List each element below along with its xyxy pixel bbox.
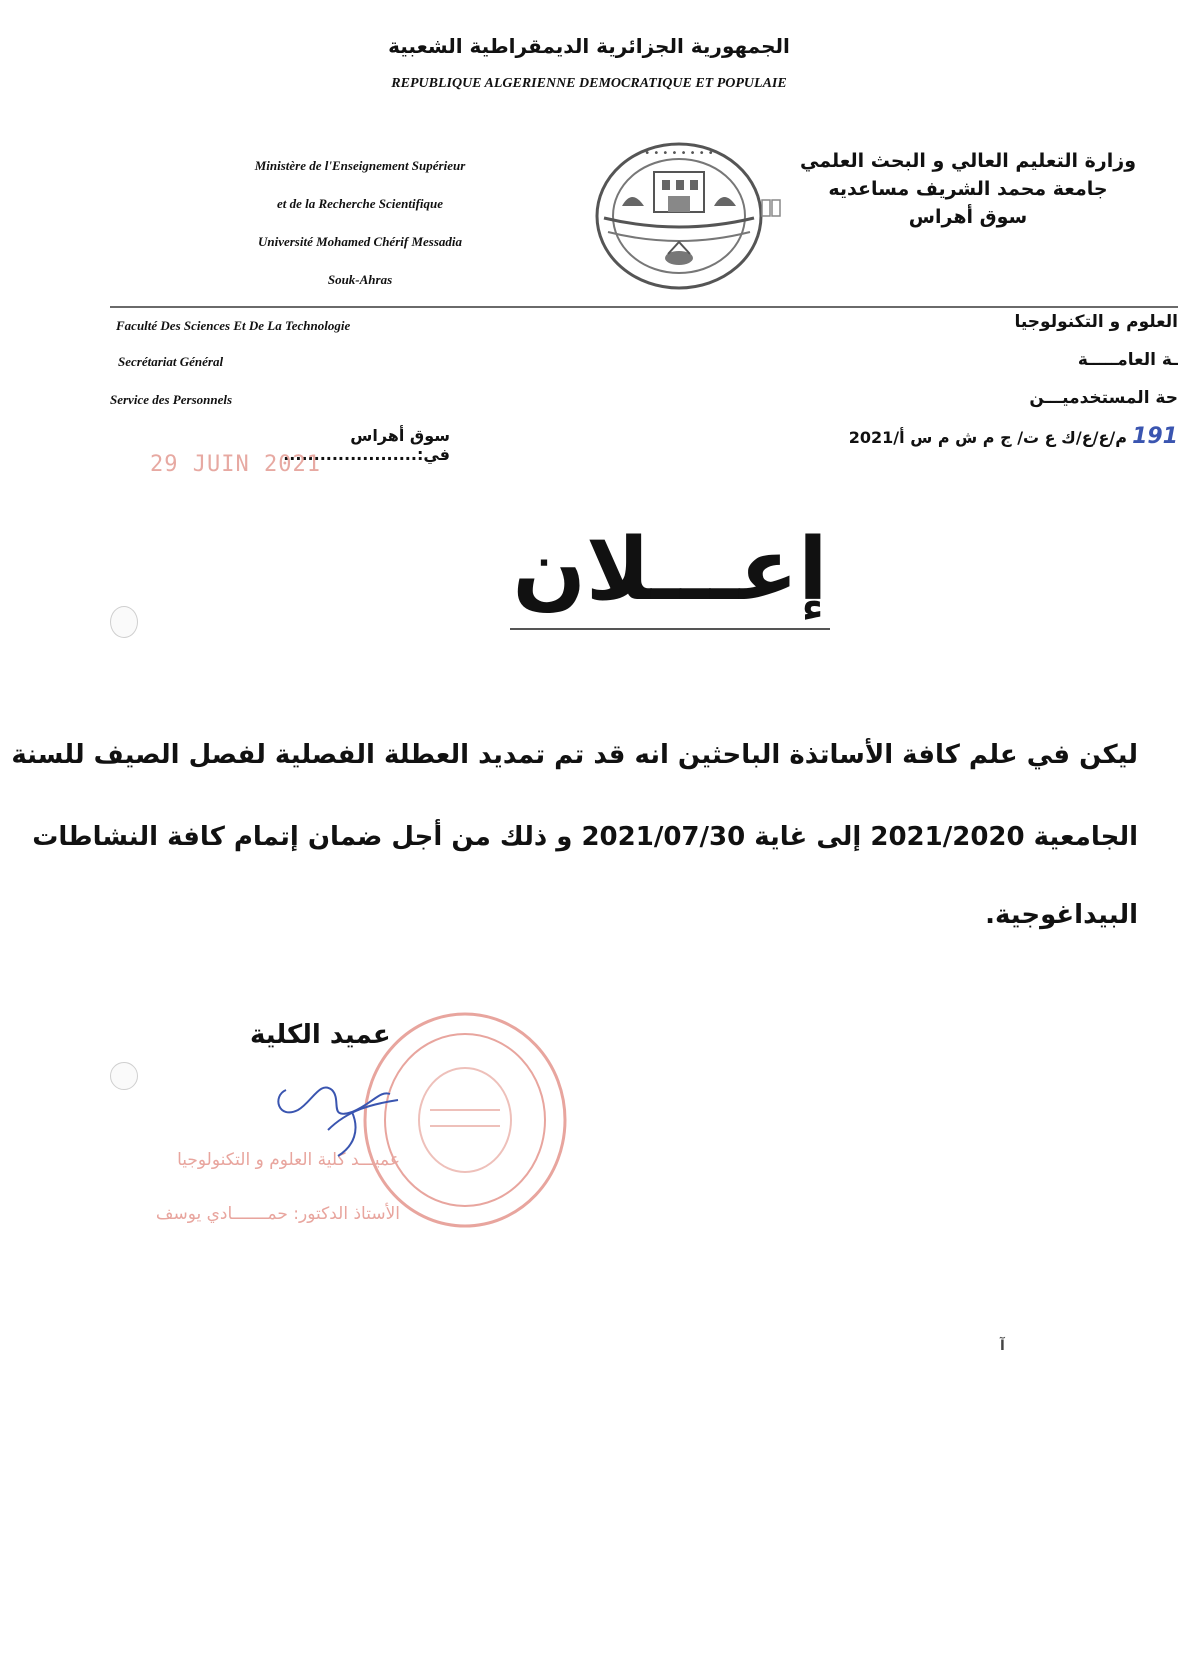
body-line-1: ليكن في علم كافة الأساتذة الباحثين انه قد تم تمديد العطلة الفصلية لفصل الصيف للسنة — [11, 740, 1138, 770]
reference — [849, 424, 1178, 449]
ministry-ar: وزارة التعليم العالي و البحث العلمي — [800, 150, 1136, 172]
stamp-text-name: الأستاذ الدكتور: حمـــــــادي يوسف — [155, 1204, 400, 1224]
page-mark: آ — [1000, 1338, 1005, 1354]
university-fr: Université Mohamed Chérif Messadia — [257, 234, 463, 249]
ministry-fr-line1: Ministère de l'Enseignement Supérieur — [254, 158, 466, 173]
country-name-ar: الجمهورية الجزائرية الديمقراطية الشعبية — [388, 34, 790, 58]
secretariat-fr: Secrétariat Général — [118, 354, 224, 369]
date-stamp: 29 JUIN 2021 — [150, 452, 321, 477]
header-divider — [110, 306, 1178, 308]
signature — [268, 1060, 418, 1160]
announcement-title-text: إعـــلان — [512, 520, 828, 620]
body-line-2: الجامعية 2021/2020 إلى غاية 2021/07/30 و ذلك من أجل ضمان إتمام كافة النشاطات — [32, 822, 1138, 852]
title-underline — [510, 628, 830, 630]
stamp-text-dean: عميـــد كلية العلوم و التكنولوجيا — [177, 1150, 400, 1170]
ministry-fr-line2: et de la Recherche Scientifique — [276, 196, 444, 211]
reference-code: م/ع/ع/ك ع ت/ ج م ش م س أ/2021 — [848, 428, 1127, 447]
faculty-ar: العلوم و التكنولوجيا — [1014, 312, 1178, 332]
punch-hole-bottom — [110, 1062, 138, 1090]
university-ar: جامعة محمد الشريف مساعديه — [828, 178, 1108, 200]
country-name-fr: REPUBLIQUE ALGERIENNE DEMOCRATIQUE ET POPULAIE — [391, 76, 787, 91]
faculty-fr: Faculté Des Sciences Et De La Technologie — [116, 318, 351, 333]
body-line-3: البيداغوجية. — [985, 900, 1138, 930]
punch-hole-top — [110, 606, 138, 638]
dean-title: عميد الكلية — [250, 1020, 391, 1050]
reference-number: 191 — [1132, 424, 1178, 449]
place-date: سوق أهراس في:...................... — [283, 426, 450, 464]
city-fr: Souk-Ahras — [327, 272, 393, 287]
university-logo — [584, 136, 784, 296]
secretariat-ar: ـة العامـــــة — [1077, 350, 1178, 370]
service-ar: حة المستخدميـــن — [1029, 388, 1178, 408]
announcement-title — [480, 520, 860, 640]
city-ar: سوق أهراس — [908, 206, 1028, 228]
svg-text:• • • • • • • •: • • • • • • • • — [644, 148, 714, 159]
service-fr: Service des Personnels — [110, 392, 233, 407]
